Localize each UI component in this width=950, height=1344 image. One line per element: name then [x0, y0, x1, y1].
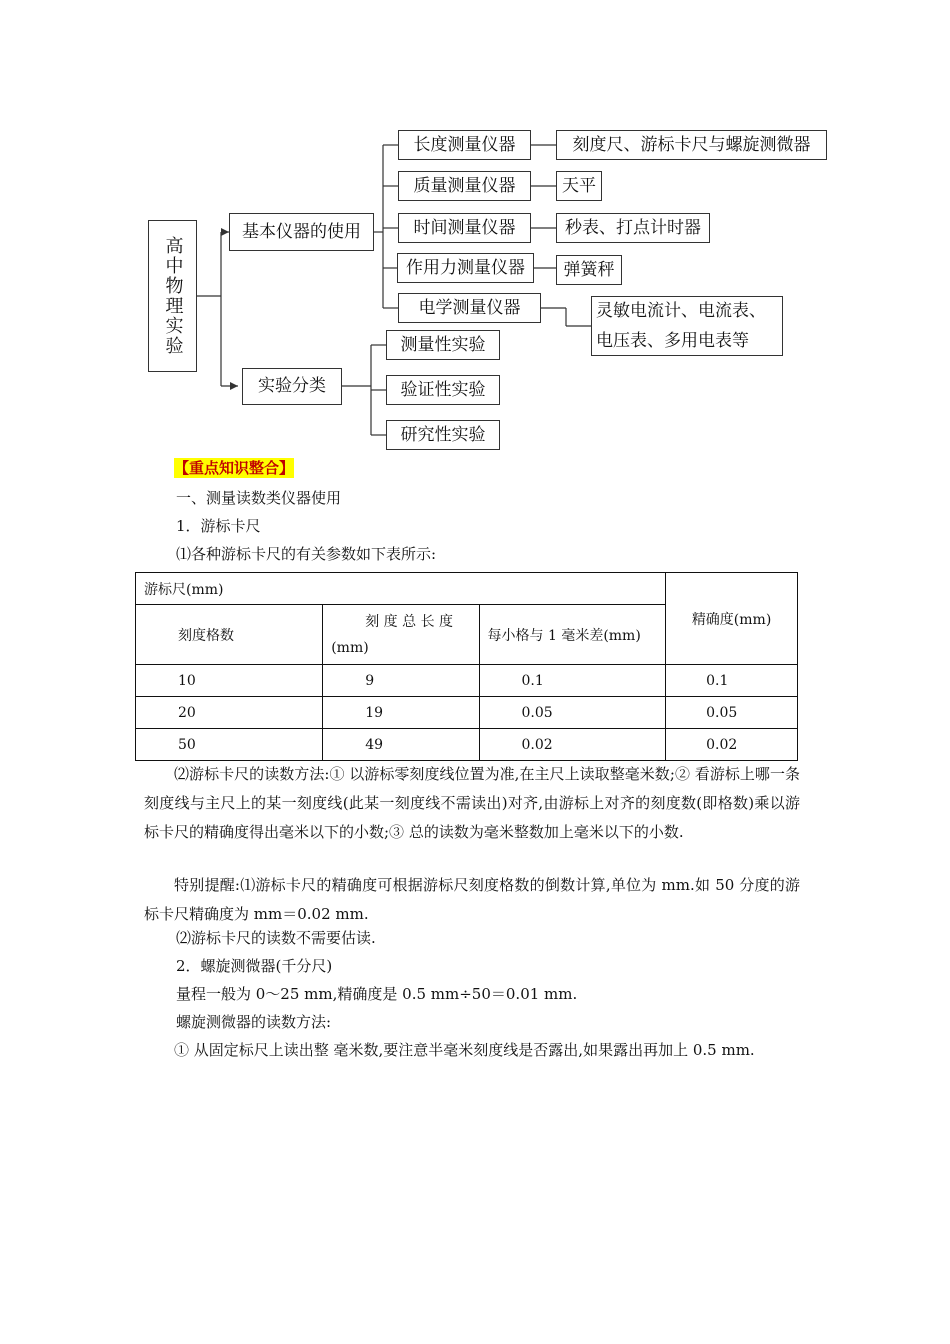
- diagram-branch-categories-label: 实验分类: [258, 376, 326, 396]
- heading-vernier-caliper: 1．游标卡尺: [176, 517, 261, 535]
- table-cell: 0.02: [479, 729, 666, 761]
- heading-measurement-instruments: 一、测量读数类仪器使用: [176, 489, 342, 507]
- diagram-category-measure: [386, 330, 500, 360]
- table-cell: 0.02: [666, 729, 798, 761]
- table-row: [136, 665, 798, 697]
- diagram-instrument-label: 时间测量仪器: [413, 217, 516, 238]
- diagram-root-label: 高中物理实验: [162, 236, 184, 356]
- table-cell: 20: [136, 697, 323, 729]
- diagram-branch-instruments-label: 基本仪器的使用: [242, 221, 361, 242]
- diagram-category-label: 研究性实验: [400, 424, 486, 445]
- diagram-category-label: 测量性实验: [400, 334, 486, 355]
- diagram-detail-length: [556, 130, 827, 160]
- vernier-parameter-table: [135, 572, 798, 761]
- table-cell: 0.05: [479, 697, 666, 729]
- table-cell: 50: [136, 729, 323, 761]
- paragraph-special-note: 特别提醒:⑴游标卡尺的精确度可根据游标尺刻度格数的倒数计算,单位为 mm.如 50 分度的游标卡尺精确度为 mm＝0.02 mm.: [144, 876, 800, 923]
- table-cell: 10: [136, 665, 323, 697]
- diagram-instrument-electric: [398, 293, 541, 323]
- table-cell: 49: [323, 729, 479, 761]
- micrometer-method-title: 螺旋测微器的读数方法:: [176, 1013, 332, 1031]
- diagram-branch-categories: [242, 368, 342, 405]
- table-cell: 0.1: [666, 665, 798, 697]
- diagram-instrument-label: 长度测量仪器: [413, 134, 516, 155]
- paragraph-reading-method: ⑵游标卡尺的读数方法:① 以游标零刻度线位置为准,在主尺上读取整毫米数;② 看游标上哪一条刻度线与主尺上的某一刻度线(此某一刻度线不需读出)对齐,由游标上对齐的刻度数(即格数)乘以游标卡尺的精确度得出毫米以下的小数;③ 总的读数为毫米整数加上毫米以下的小数.: [144, 765, 800, 841]
- table-cell: 0.05: [666, 697, 798, 729]
- diagram-detail-time: [556, 213, 710, 243]
- table-cell: 9: [323, 665, 479, 697]
- table-row: [136, 729, 798, 761]
- table-col-total-length: [323, 605, 479, 665]
- table-header-row: [136, 573, 798, 605]
- table-col-difference: 每小格与 1 毫米差(mm): [479, 605, 666, 665]
- diagram-detail-label: 刻度尺、游标卡尺与螺旋测微器: [572, 134, 811, 155]
- diagram-detail-label-line1: 灵敏电流计、电流表、: [596, 301, 766, 321]
- diagram-category-research: [386, 420, 500, 450]
- diagram-detail-label-line2: 电压表、多用电表等: [596, 331, 749, 351]
- diagram-instrument-label: 质量测量仪器: [413, 175, 516, 196]
- micrometer-range: 量程一般为 0～25 mm,精确度是 0.5 mm÷50＝0.01 mm.: [176, 985, 578, 1003]
- diagram-instrument-label: 作用力测量仪器: [406, 257, 525, 278]
- diagram-detail-mass: [556, 171, 602, 201]
- paragraph-step-one: ① 从固定标尺上读出整 毫米数,要注意半毫米刻度线是否露出,如果露出再加上 0.5 mm.: [174, 1041, 755, 1059]
- table-cell: 0.1: [479, 665, 666, 697]
- diagram-category-label: 验证性实验: [400, 379, 486, 400]
- table-row: [136, 697, 798, 729]
- diagram-detail-force: [556, 255, 622, 285]
- diagram-instrument-force: [397, 253, 534, 283]
- table-group-header: 游标尺(mm): [136, 573, 666, 605]
- table-col-divisions: 刻度格数: [136, 605, 323, 665]
- diagram-root-box: [148, 220, 197, 372]
- diagram-detail-electric: [591, 296, 783, 356]
- diagram-instrument-mass: [398, 171, 531, 201]
- table-col-total-length-line2: (mm): [331, 639, 369, 656]
- diagram-detail-label: 天平: [562, 175, 596, 196]
- diagram-instrument-length: [398, 130, 531, 160]
- diagram-detail-label: 秒表、打点计时器: [565, 217, 701, 238]
- heading-micrometer: 2．螺旋测微器(千分尺): [176, 957, 333, 975]
- section-tag: 【重点知识整合】: [174, 459, 295, 477]
- note-no-estimate: ⑵游标卡尺的读数不需要估读.: [176, 929, 376, 947]
- diagram-detail-label: 弹簧秤: [563, 259, 615, 280]
- table-precision-header: 精确度(mm): [666, 573, 798, 665]
- table-cell: 19: [323, 697, 479, 729]
- diagram-instrument-label: 电学测量仪器: [418, 297, 521, 318]
- table-col-total-length-line1: 刻 度 总 长 度: [365, 613, 454, 630]
- diagram-branch-instruments: [229, 213, 374, 251]
- table-intro: ⑴各种游标卡尺的有关参数如下表所示:: [176, 545, 437, 563]
- diagram-category-verify: [386, 375, 500, 405]
- diagram-instrument-time: [398, 213, 531, 243]
